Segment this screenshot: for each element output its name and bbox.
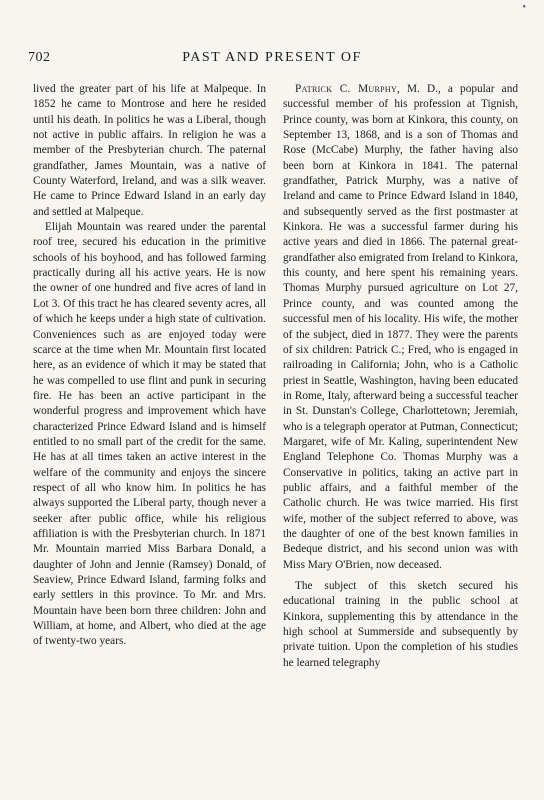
page-number: 702 (28, 50, 51, 65)
right-paragraph-2: The subject of this sketch secured his educational training in the public school at Kinkora, supplementing this by attendance in the high school at Summerside and subsequently by private tuition. Upon the completion of his studies he learned telegraphy (283, 580, 518, 669)
left-column (33, 82, 266, 650)
biography-subject-name: Patrick C. Murphy (295, 83, 398, 95)
right-column (283, 82, 518, 671)
left-paragraph-2: Elijah Mountain was reared under the parental roof tree, secured his education in the primitive schools of his boyhood, and has followed farming practically during all his active years. He is now the owner of one hundred and five acres of land in Lot 3. Of this tract he has cleared seventy acres, all of which he keeps under a high state of cultivation. Conveniences such as are enjoyed today were scarce at the time when Mr. Mountain first located here, as an evidence of which it may be stated that he was compelled to use flint and punk in securing fire. He has been an active participant in the wonderful progress and improvement which have characterized Prince Edward Island and is himself entitled to no small part of the credit for the same. He has at all times taken an active interest in the welfare of the community and enjoys the sincere respect of all who know him. In politics he has always supported the Liberal party, though never a seeker after public office, while his religious affiliation is with the Presbyterian church. In 1871 Mr. Mountain married Miss Barbara Donald, a daughter of John and Jennie (Ramsey) Donald, of Seaview, Prince Edward Island, farming folks and early settlers in this province. To Mr. and Mrs. Mountain have been born three children: John and William, at home, and Albert, who died at the age of twenty-two years. (33, 221, 266, 648)
left-paragraph-1: lived the greater part of his life at Malpeque. In 1852 he came to Montrose and here he resided until his death. In politics he was a Liberal, though not active in public affairs. In religion he was a member of the Presbyterian church. The paternal grandfather, James Mountain, was a native of County Waterford, Ireland, and was a silk weaver. He came to Prince Edward Island in an early day and settled at Malpeque. (33, 83, 266, 218)
right-paragraph-1 (283, 82, 518, 573)
right-paragraph-1-text: , M. D., a popular and successful member of his profession at Tignish, Prince county, was born at Kinkora, this county, on September 13, 1868, and is a son of Thomas and Rose (McCabe) Murphy, the father having also been born at Kinkora in 1841. The paternal grandfather, Patrick Murphy, was a native of Ireland and came to Prince Edward Island in 1840, and subsequently served as the first postmaster at Kinkora. He was a successful farmer during his active years and died in 1866. The paternal great-grandfather also emigrated from Ireland to Kinkora, this county, and here spent his remaining years. Thomas Murphy pursued agriculture on Lot 27, Prince county, and was counted among the successful men of his locality. His wife, the mother of the subject, died in 1877. They were the parents of six children: Patrick C.; Fred, who is engaged in railroading in California; John, who is a Catholic priest in Seattle, Washington, having been educated in Rome, Italy, afterward being a successful teacher in St. Dunstan's College, Charlottetown; Jeremiah, who is a telegraph operator at Putman, Connecticut; Margaret, wife of Mr. Kaling, superintendent New England Telephone Co. Thomas Murphy was a Conservative in politics, taking an active part in public affairs, and a faithful member of the Catholic church. He was twice married. His first wife, mother of the subject referred to above, was the daughter of one of the best known families in Bedeque district, and his second union was with Miss Mary O'Brien, now deceased. (283, 83, 518, 571)
running-head: PAST AND PRESENT OF (182, 50, 362, 65)
print-speck: • (522, 2, 526, 13)
